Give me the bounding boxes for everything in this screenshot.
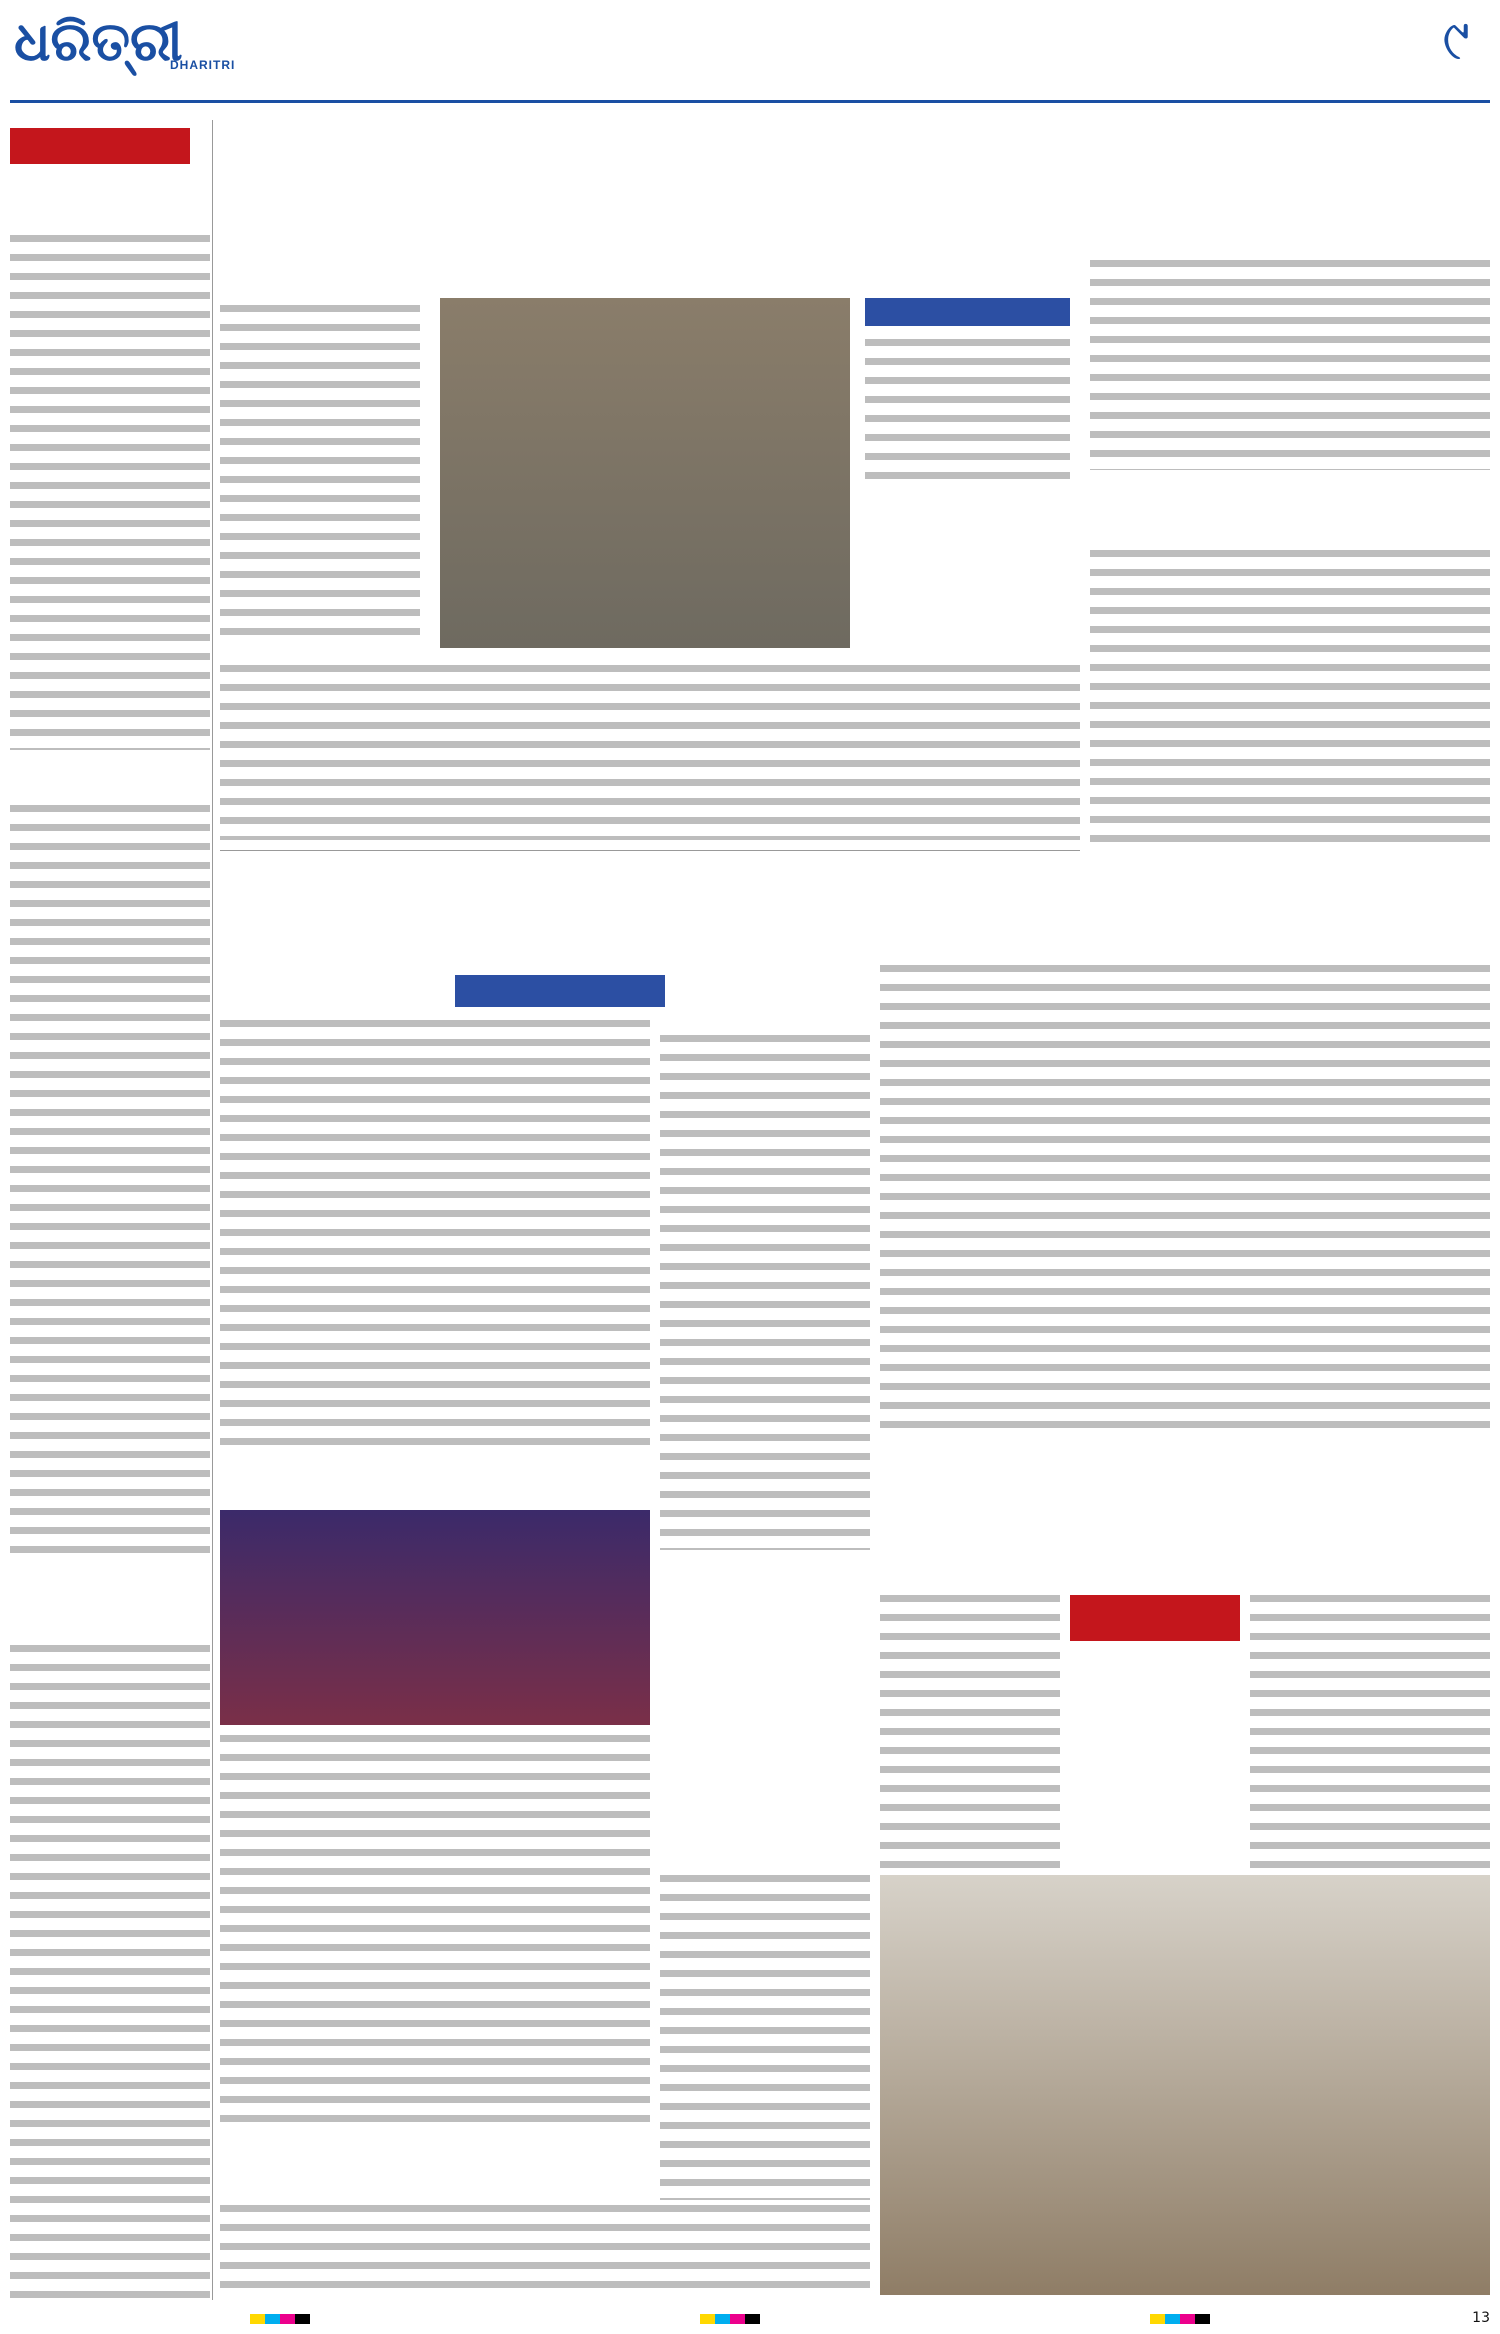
section-divider — [220, 850, 1080, 851]
registration-mark — [700, 2314, 760, 2324]
block-tag-1 — [455, 975, 665, 1007]
page-code: 13 — [1472, 2310, 1490, 2326]
masthead — [0, 0, 1500, 90]
video-conference-body — [1090, 255, 1490, 470]
column-divider — [212, 120, 213, 2300]
lead-body-col1 — [220, 300, 420, 640]
dharana-tag — [1070, 1595, 1240, 1641]
dharana-photo — [880, 1875, 1490, 2295]
hero-odisha-photo — [220, 1510, 650, 1725]
lead-sidebar-points — [865, 334, 1070, 484]
timber-body — [660, 1030, 870, 1550]
page-number: ୯ — [1442, 8, 1470, 73]
dharana-body-col2 — [1250, 1590, 1490, 1870]
timber-headline — [660, 865, 870, 1015]
control-material-body — [220, 1015, 650, 1445]
lead-sidebar-title — [865, 298, 1070, 326]
briefs-tag — [10, 128, 190, 164]
brief-body-3 — [10, 1640, 210, 2300]
video-conference-headline — [1090, 128, 1490, 248]
masthead-rule — [10, 100, 1490, 103]
youth-talent-headline — [1090, 475, 1490, 535]
dharana-headline — [880, 1490, 1490, 1560]
brief-body-1 — [10, 230, 210, 750]
newspaper-logo: ଧରିତ୍ରୀ — [14, 10, 183, 73]
youth-talent-body — [1090, 545, 1490, 845]
logo-subtitle: DHARITRI — [170, 58, 236, 72]
dharana-body-col1 — [880, 1590, 1060, 1870]
hero-odisha-body — [220, 1730, 650, 2130]
lead-photo — [440, 298, 850, 648]
registration-mark — [1150, 2314, 1210, 2324]
registration-mark — [250, 2314, 310, 2324]
audit-body — [880, 960, 1490, 1440]
lead-headline — [220, 180, 1100, 270]
lead-body-cols — [220, 660, 1080, 840]
brief-body-2 — [10, 800, 210, 1560]
rojgar-body — [220, 2200, 870, 2300]
